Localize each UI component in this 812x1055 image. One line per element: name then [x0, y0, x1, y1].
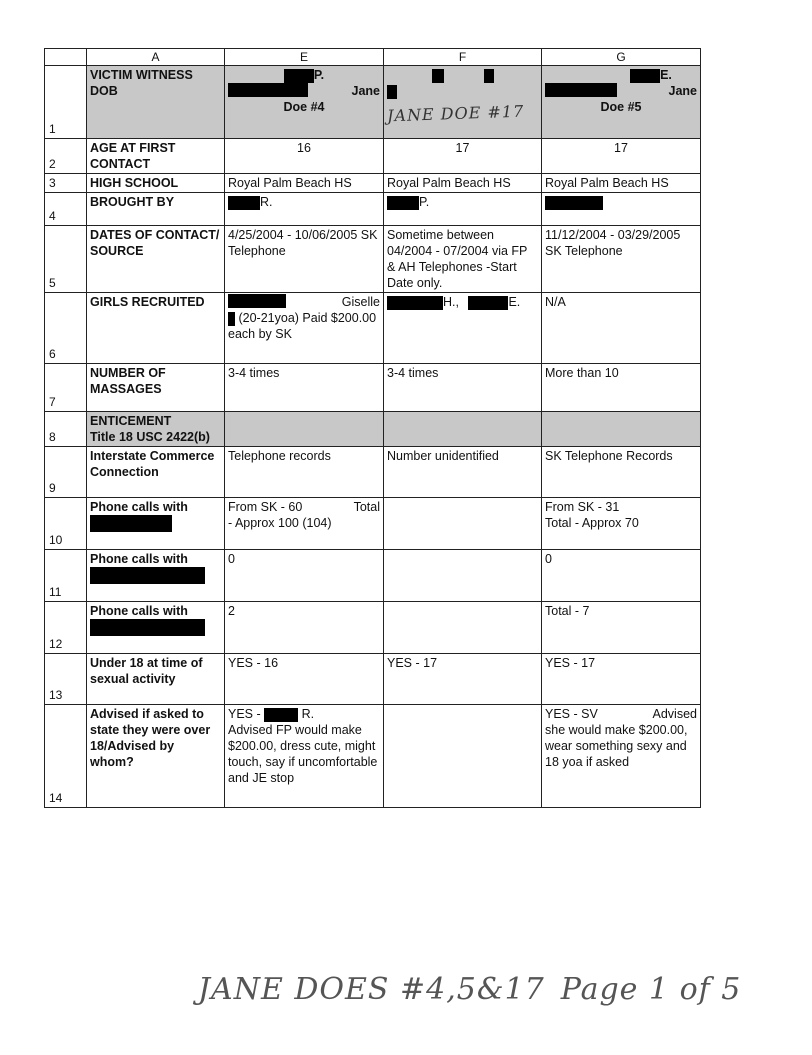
row-number: 7 — [45, 364, 87, 412]
redaction-box — [545, 196, 603, 210]
cell-e-brought-by — [225, 193, 384, 226]
advised-suffix: R. — [301, 707, 315, 721]
redaction-box — [630, 69, 660, 83]
cell-e-dates: 4/25/2004 - 10/06/2005 SK Telephone — [225, 226, 384, 293]
redaction-box — [484, 69, 494, 83]
row-number: 10 — [45, 498, 87, 550]
label-line: Title 18 USC 2422(b) — [90, 430, 210, 444]
redaction-box — [432, 69, 444, 83]
advised-word: Advised — [652, 707, 697, 721]
cell-f-dates: Sometime between 04/2004 - 07/2004 via FP & AH Telephones -Start Date only. — [384, 226, 542, 293]
redaction-box — [228, 83, 308, 97]
doe-label: Doe #5 — [600, 100, 642, 114]
handwritten-jane-doe-17: JANE DOE #17 — [386, 101, 525, 126]
row-number: 9 — [45, 447, 87, 498]
cell-f-brought-by — [384, 193, 542, 226]
recruit-name: Giselle — [341, 295, 380, 309]
row-number: 14 — [45, 705, 87, 808]
cell-f-under-18: YES - 17 — [384, 654, 542, 705]
calls-total-label: Total — [353, 500, 380, 514]
label-enticement — [87, 412, 225, 447]
cell-g-under-18: YES - 17 — [542, 654, 701, 705]
cell-g-brought-by — [542, 193, 701, 226]
cell-e-enticement — [225, 412, 384, 447]
label-line: DOB — [90, 84, 118, 98]
cell-e-phone-3: 2 — [225, 602, 384, 654]
row-age-first-contact — [45, 139, 701, 174]
row-victim-witness — [45, 66, 701, 139]
name-suffix: P. — [313, 68, 325, 82]
recruit-mid: H., — [443, 295, 459, 309]
label-victim-witness — [87, 66, 225, 139]
row-phone-calls-2 — [45, 550, 701, 602]
label-under-18: Under 18 at time of sexual activity — [87, 654, 225, 705]
cell-g-age: 17 — [542, 139, 701, 174]
cell-f-phone-3 — [384, 602, 542, 654]
cell-g-victim — [542, 66, 701, 139]
cell-e-victim — [225, 66, 384, 139]
calls-from-sk: From SK - 60 — [228, 500, 303, 514]
corner-cell — [45, 49, 87, 66]
calls-total-value: - Approx 100 (104) — [228, 516, 332, 530]
redaction-box — [468, 296, 508, 310]
redaction-box — [387, 85, 397, 99]
redaction-box — [90, 515, 172, 532]
redaction-box — [228, 196, 260, 210]
cell-f-phone-2 — [384, 550, 542, 602]
jane-text: Jane — [351, 84, 380, 98]
row-phone-calls-1 — [45, 498, 701, 550]
row-girls-recruited — [45, 293, 701, 364]
row-number: 2 — [45, 139, 87, 174]
cell-e-recruited — [225, 293, 384, 364]
column-header-a: A — [87, 49, 225, 66]
row-number: 5 — [45, 226, 87, 293]
row-brought-by — [45, 193, 701, 226]
label-number-of-massages: NUMBER OF MASSAGES — [87, 364, 225, 412]
label-dates-of-contact: DATES OF CONTACT/ SOURCE — [87, 226, 225, 293]
calls-total: Total - Approx 70 — [545, 516, 639, 530]
label-line: Phone calls with — [90, 552, 188, 566]
cell-g-interstate: SK Telephone Records — [542, 447, 701, 498]
row-advised — [45, 705, 701, 808]
doe-label: Doe #4 — [283, 100, 325, 114]
row-dates-of-contact — [45, 226, 701, 293]
row-number: 12 — [45, 602, 87, 654]
advised-details: Advised FP would make $200.00, dress cute, might touch, say if uncomfortable and JE stop — [228, 723, 378, 785]
row-number: 3 — [45, 174, 87, 193]
redaction-box — [387, 196, 419, 210]
advised-prefix: YES - — [228, 707, 261, 721]
label-high-school: HIGH SCHOOL — [87, 174, 225, 193]
footer-jane-does: JANE DOES #4,5&17 — [198, 972, 545, 1007]
redaction-box — [545, 83, 617, 97]
advised-prefix: YES - SV — [545, 707, 598, 721]
label-line: ENTICEMENT — [90, 414, 172, 428]
cell-g-phone-1 — [542, 498, 701, 550]
cell-e-school: Royal Palm Beach HS — [225, 174, 384, 193]
cell-f-massages: 3-4 times — [384, 364, 542, 412]
cell-f-advised — [384, 705, 542, 808]
cell-g-enticement — [542, 412, 701, 447]
cell-e-phone-2: 0 — [225, 550, 384, 602]
recruit-end: E. — [508, 295, 521, 309]
name-suffix: R. — [260, 195, 273, 209]
row-number: 4 — [45, 193, 87, 226]
label-brought-by: BROUGHT BY — [87, 193, 225, 226]
row-number: 11 — [45, 550, 87, 602]
cell-g-school: Royal Palm Beach HS — [542, 174, 701, 193]
footer-page-number: Page 1 of 5 — [560, 972, 742, 1007]
redaction-box — [264, 708, 298, 722]
cell-g-advised — [542, 705, 701, 808]
cell-g-phone-3: Total - 7 — [542, 602, 701, 654]
label-interstate-commerce: Interstate Commerce Connection — [87, 447, 225, 498]
advised-details: she would make $200.00, wear something sexy and 18 yoa if asked — [545, 723, 688, 769]
calls-from-sk: From SK - 31 — [545, 500, 620, 514]
row-under-18 — [45, 654, 701, 705]
redaction-box — [387, 296, 443, 310]
row-number: 8 — [45, 412, 87, 447]
name-suffix: E. — [660, 68, 672, 82]
column-header-e: E — [225, 49, 384, 66]
row-enticement — [45, 412, 701, 447]
cell-f-age: 17 — [384, 139, 542, 174]
row-number: 13 — [45, 654, 87, 705]
column-header-row — [45, 49, 701, 66]
column-header-g: G — [542, 49, 701, 66]
label-phone-calls-1 — [87, 498, 225, 550]
cell-f-interstate: Number unidentified — [384, 447, 542, 498]
redaction-box — [228, 294, 286, 308]
cell-e-age: 16 — [225, 139, 384, 174]
label-phone-calls-3 — [87, 602, 225, 654]
label-line: Phone calls with — [90, 500, 188, 514]
cell-e-interstate: Telephone records — [225, 447, 384, 498]
jane-text: Jane — [668, 84, 697, 98]
cell-g-dates: 11/12/2004 - 03/29/2005 SK Telephone — [542, 226, 701, 293]
cell-g-recruited: N/A — [542, 293, 701, 364]
label-line: VICTIM WITNESS — [90, 68, 193, 82]
row-phone-calls-3 — [45, 602, 701, 654]
row-number: 6 — [45, 293, 87, 364]
redaction-box — [90, 619, 205, 636]
row-high-school — [45, 174, 701, 193]
row-number: 1 — [45, 66, 87, 139]
row-interstate-commerce — [45, 447, 701, 498]
cell-f-enticement — [384, 412, 542, 447]
cell-e-under-18: YES - 16 — [225, 654, 384, 705]
label-line: Phone calls with — [90, 604, 188, 618]
label-girls-recruited: GIRLS RECRUITED — [87, 293, 225, 364]
label-age-first-contact: AGE AT FIRST CONTACT — [87, 139, 225, 174]
cell-e-massages: 3-4 times — [225, 364, 384, 412]
cell-f-phone-1 — [384, 498, 542, 550]
handwritten-footer — [198, 972, 741, 1007]
cell-g-massages: More than 10 — [542, 364, 701, 412]
label-advised: Advised if asked to state they were over 18/Advised by whom? — [87, 705, 225, 808]
recruit-details: (20-21yoa) Paid $200.00 each by SK — [228, 311, 377, 341]
cell-f-recruited — [384, 293, 542, 364]
row-number-of-massages — [45, 364, 701, 412]
cell-e-phone-1 — [225, 498, 384, 550]
redaction-box — [228, 312, 235, 326]
column-header-f: F — [384, 49, 542, 66]
cell-f-school: Royal Palm Beach HS — [384, 174, 542, 193]
redaction-box — [90, 567, 205, 584]
cell-e-advised — [225, 705, 384, 808]
redaction-box — [284, 69, 314, 83]
label-phone-calls-2 — [87, 550, 225, 602]
cell-g-phone-2: 0 — [542, 550, 701, 602]
spreadsheet-table — [44, 48, 701, 808]
name-suffix: P. — [419, 195, 430, 209]
